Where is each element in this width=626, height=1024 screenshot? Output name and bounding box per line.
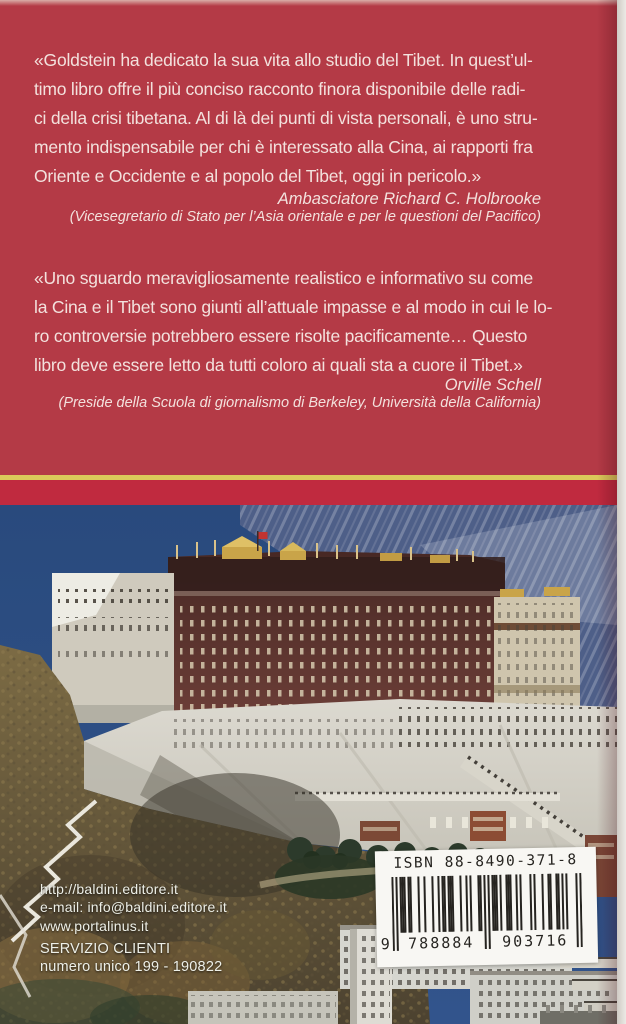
- publisher-email: e-mail: info@baldini.editore.it: [40, 899, 227, 916]
- attribution-holbrooke: [70, 190, 541, 226]
- potala-palace-photo: [0, 505, 617, 1024]
- attribution-name: Orville Schell: [444, 376, 541, 394]
- review-quotes-section: [0, 0, 617, 505]
- quote-line: timo libro offre il più conciso racconto finora disponibile delle radi-: [34, 79, 526, 99]
- publisher-links: [40, 880, 227, 935]
- barcode-digit-lead: 9: [380, 935, 390, 954]
- isbn-barcode: [375, 847, 598, 968]
- attribution-name: Ambasciatore Richard C. Holbrooke: [277, 190, 541, 208]
- quote-line: la Cina e il Tibet sono giunti all’attuale impasse e al modo in cui le lo-: [34, 297, 553, 317]
- quote-line: Oriente e Occidente e al popolo del Tibet, oggi in pericolo.»: [34, 166, 481, 186]
- customer-service-number: numero unico 199 - 190822: [40, 958, 223, 975]
- review-quote-schell: [34, 264, 552, 380]
- isbn-label: ISBN 88-8490-371-8: [393, 852, 578, 872]
- scan-edge-right: [617, 0, 626, 1024]
- quote-line: mento indispensabile per chi è interessato alla Cina, ai rapporti fra: [34, 137, 533, 157]
- attribution-schell: [59, 376, 541, 412]
- quote-line: «Uno sguardo meravigliosamente realistico e informativo su come: [34, 268, 534, 288]
- publisher-url: http://baldini.editore.it: [40, 881, 179, 897]
- quote-line: ro controversie potrebbero essere risolte pacificamente… Questo: [34, 326, 528, 346]
- customer-service-title: SERVIZIO CLIENTI: [40, 941, 171, 957]
- attribution-role: (Vicesegretario di Stato per l’Asia orientale e per le questioni del Pacifico): [69, 209, 541, 225]
- review-quote-holbrooke: [34, 46, 537, 191]
- scan-edge-top: [0, 0, 617, 6]
- barcode-digits-left: 788884: [407, 933, 475, 953]
- barcode-digits-right: 903716: [501, 931, 569, 951]
- attribution-role: (Preside della Scuola di giornalismo di Berkeley, Università della California): [58, 395, 541, 411]
- quote-line: «Goldstein ha dedicato la sua vita allo studio del Tibet. In quest’ul-: [34, 50, 533, 70]
- divider-band: [0, 480, 617, 505]
- customer-service-info: [40, 941, 222, 976]
- publisher-url: www.portalinus.it: [40, 917, 149, 934]
- quote-line: ci della crisi tibetana. Al di là dei punti di vista personali, è uno stru-: [34, 108, 538, 128]
- quote-line: libro deve essere letto da tutti coloro ai quali sta a cuore il Tibet.»: [34, 355, 523, 375]
